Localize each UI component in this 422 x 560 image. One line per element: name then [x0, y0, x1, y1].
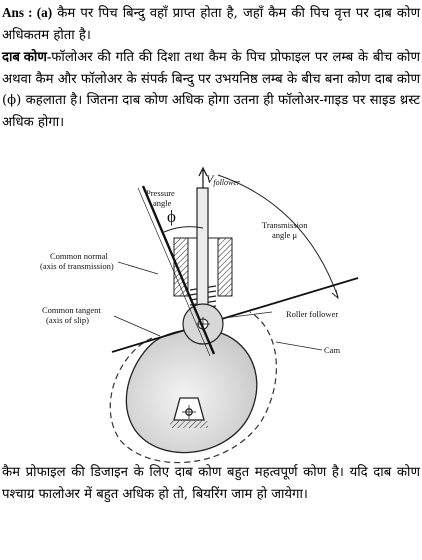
- roller-follower-label: Roller follower: [286, 309, 339, 319]
- answer-lead: Ans : (a): [2, 5, 53, 20]
- pressure-angle-label-2: angle: [153, 198, 172, 208]
- phi-symbol: ϕ: [167, 207, 176, 226]
- common-tangent-label-2: (axis of slip): [46, 315, 89, 325]
- cam-body: [126, 329, 256, 452]
- answer-text: कैम पर पिच बिन्दु वहाँ प्राप्त होता है, जहाँ कैम की पिच वृत्त पर दाब कोण अधिकतम होता है।: [2, 6, 420, 43]
- definition-term: दाब कोण-: [2, 49, 52, 64]
- closing-text: कैम प्रोफाइल की डिजाइन के लिए दाब कोण बहुत महत्वपूर्ण कोण है। यदि दाब कोण पश्चाग्र फालोअर में बहुत अधिक हो तो, बियरिंग जाम हो जायेगा।: [2, 465, 420, 502]
- common-normal-label-2: (axis of transmission): [40, 261, 114, 271]
- roller-follower: [183, 304, 223, 344]
- cam-label: Cam: [324, 345, 341, 355]
- closing-paragraph: [2, 462, 420, 505]
- pressure-angle-label-1: Pressure: [146, 188, 175, 198]
- follower-stem: [197, 188, 208, 310]
- transmission-angle-label-1: Transmission: [262, 220, 308, 230]
- common-normal-label-1: Common normal: [50, 251, 108, 261]
- definition-text: फॉलोअर की गति की दिशा तथा कैम के पिच प्रोफाइल पर लम्ब के बीच कोण अथवा कैम और फॉलोअर के संपर्क बिन्दु पर उभयनिष्ठ लम्ब के बीच बना कोण दाब कोण (ϕ) कहलाता है। जितना दाब कोण अधिक होगा उतना ही फॉलोअर-गाइड पर साइड थ्रस्ट अधिक होगा।: [2, 50, 420, 130]
- transmission-angle-label-2: angle μ: [272, 230, 298, 240]
- v-follower-label: Vfollower: [206, 172, 241, 187]
- common-tangent-label-1: Common tangent: [42, 305, 101, 315]
